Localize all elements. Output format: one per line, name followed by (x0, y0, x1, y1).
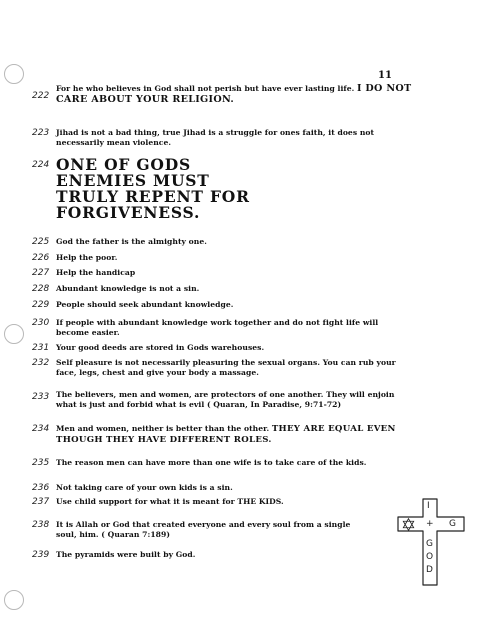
entry-239 (32, 550, 362, 560)
entry-text: For he who believes in God shall not perish but have ever lasting life. I DO NOT CARE ABOUT YOUR RELIGION. (56, 83, 412, 105)
entry-text: It is Allah or God that created everyone and every soul from a single soul, him. ( Quaran 7:189) (56, 520, 351, 539)
page-number: 11 (378, 70, 392, 81)
entry-number: 227 (32, 268, 50, 278)
entry-231 (32, 343, 412, 353)
cross-center: + (426, 519, 434, 529)
entry-226 (32, 253, 412, 263)
entry-number: 230 (32, 318, 50, 328)
hand-drawn-cross (396, 497, 468, 587)
entry-emphasis: THEY ARE EQUAL EVEN THOUGH THEY HAVE DIFFERENT ROLES. (56, 424, 396, 445)
entry-number: 239 (32, 550, 50, 560)
entry-235 (32, 458, 412, 468)
entry-238 (32, 520, 367, 539)
entry-223 (32, 128, 412, 147)
entry-text: Use child support for what it is meant for THE KIDS. (56, 497, 284, 506)
entry-number: 224 (32, 160, 50, 170)
entry-text: The believers, men and women, are protectors of one another. They will enjoin what is just and forbid what is evil ( Quaran, In Paradise, 9:71-72) (56, 390, 395, 409)
entry-234 (32, 424, 412, 445)
entry-text: The reason men can have more than one wife is to take care of the kids. (56, 458, 367, 467)
entry-number: 222 (32, 91, 50, 101)
entry-225 (32, 237, 412, 247)
entry-number: 226 (32, 253, 50, 263)
entry-text: People should seek abundant knowledge. (56, 300, 234, 309)
binder-hole-top (4, 64, 24, 84)
entry-number: 233 (32, 392, 50, 402)
entry-text: Jihad is not a bad thing, true Jihad is a struggle for ones faith, it does not necessarily mean violence. (56, 128, 375, 147)
entry-text: Men and women, neither is better than the other. THEY ARE EQUAL EVEN THOUGH THEY HAVE DIFFERENT ROLES. (56, 424, 396, 445)
entry-text: Help the poor. (56, 253, 118, 262)
star-of-david-icon (402, 518, 415, 531)
entry-number: 229 (32, 300, 50, 310)
cross-letter-top: I (427, 501, 430, 511)
entry-number: 236 (32, 483, 50, 493)
entry-number: 228 (32, 284, 50, 294)
entry-227 (32, 268, 412, 278)
entry-233 (32, 390, 412, 409)
entry-number: 225 (32, 237, 50, 247)
entry-number: 238 (32, 520, 50, 530)
cross-letter-d: D (426, 565, 433, 575)
entry-emphasis: I DO NOT CARE ABOUT YOUR RELIGION. (56, 83, 412, 105)
entry-text: God the father is the almighty one. (56, 237, 207, 246)
entry-text: Help the handicap (56, 268, 136, 277)
entry-222 (32, 84, 412, 105)
entry-229 (32, 300, 412, 310)
entry-236 (32, 483, 412, 493)
entry-text: If people with abundant knowledge work together and do not fight life will become easier. (56, 318, 379, 337)
entry-text: Self pleasure is not necessarily pleasuring the sexual organs. You can rub your face, legs, chest and give your body a massage. (56, 358, 396, 377)
entry-text: Not taking care of your own kids is a sin. (56, 483, 233, 492)
entry-number: 223 (32, 128, 50, 138)
entry-number: 235 (32, 458, 50, 468)
cross-letter-g: G (426, 539, 433, 549)
entry-text: Abundant knowledge is not a sin. (56, 284, 200, 293)
entry-number: 234 (32, 424, 50, 434)
entry-number: 237 (32, 497, 50, 507)
entry-headline: ONE OF GODS ENEMIES MUST TRULY REPENT FOR FORGIVENESS. (56, 155, 250, 222)
entry-text: Your good deeds are stored in Gods warehouses. (56, 343, 265, 352)
cross-letter-o: O (426, 552, 434, 562)
binder-hole-middle (4, 324, 24, 344)
cross-letter-right: G (449, 519, 456, 529)
entry-number: 232 (32, 358, 50, 368)
entry-232 (32, 358, 412, 377)
entry-text: The pyramids were built by God. (56, 550, 196, 559)
binder-hole-bottom (4, 590, 24, 610)
entry-237 (32, 497, 362, 507)
entry-228 (32, 284, 412, 294)
entry-number: 231 (32, 343, 50, 353)
entry-230 (32, 318, 412, 337)
entry-224 (32, 157, 412, 221)
